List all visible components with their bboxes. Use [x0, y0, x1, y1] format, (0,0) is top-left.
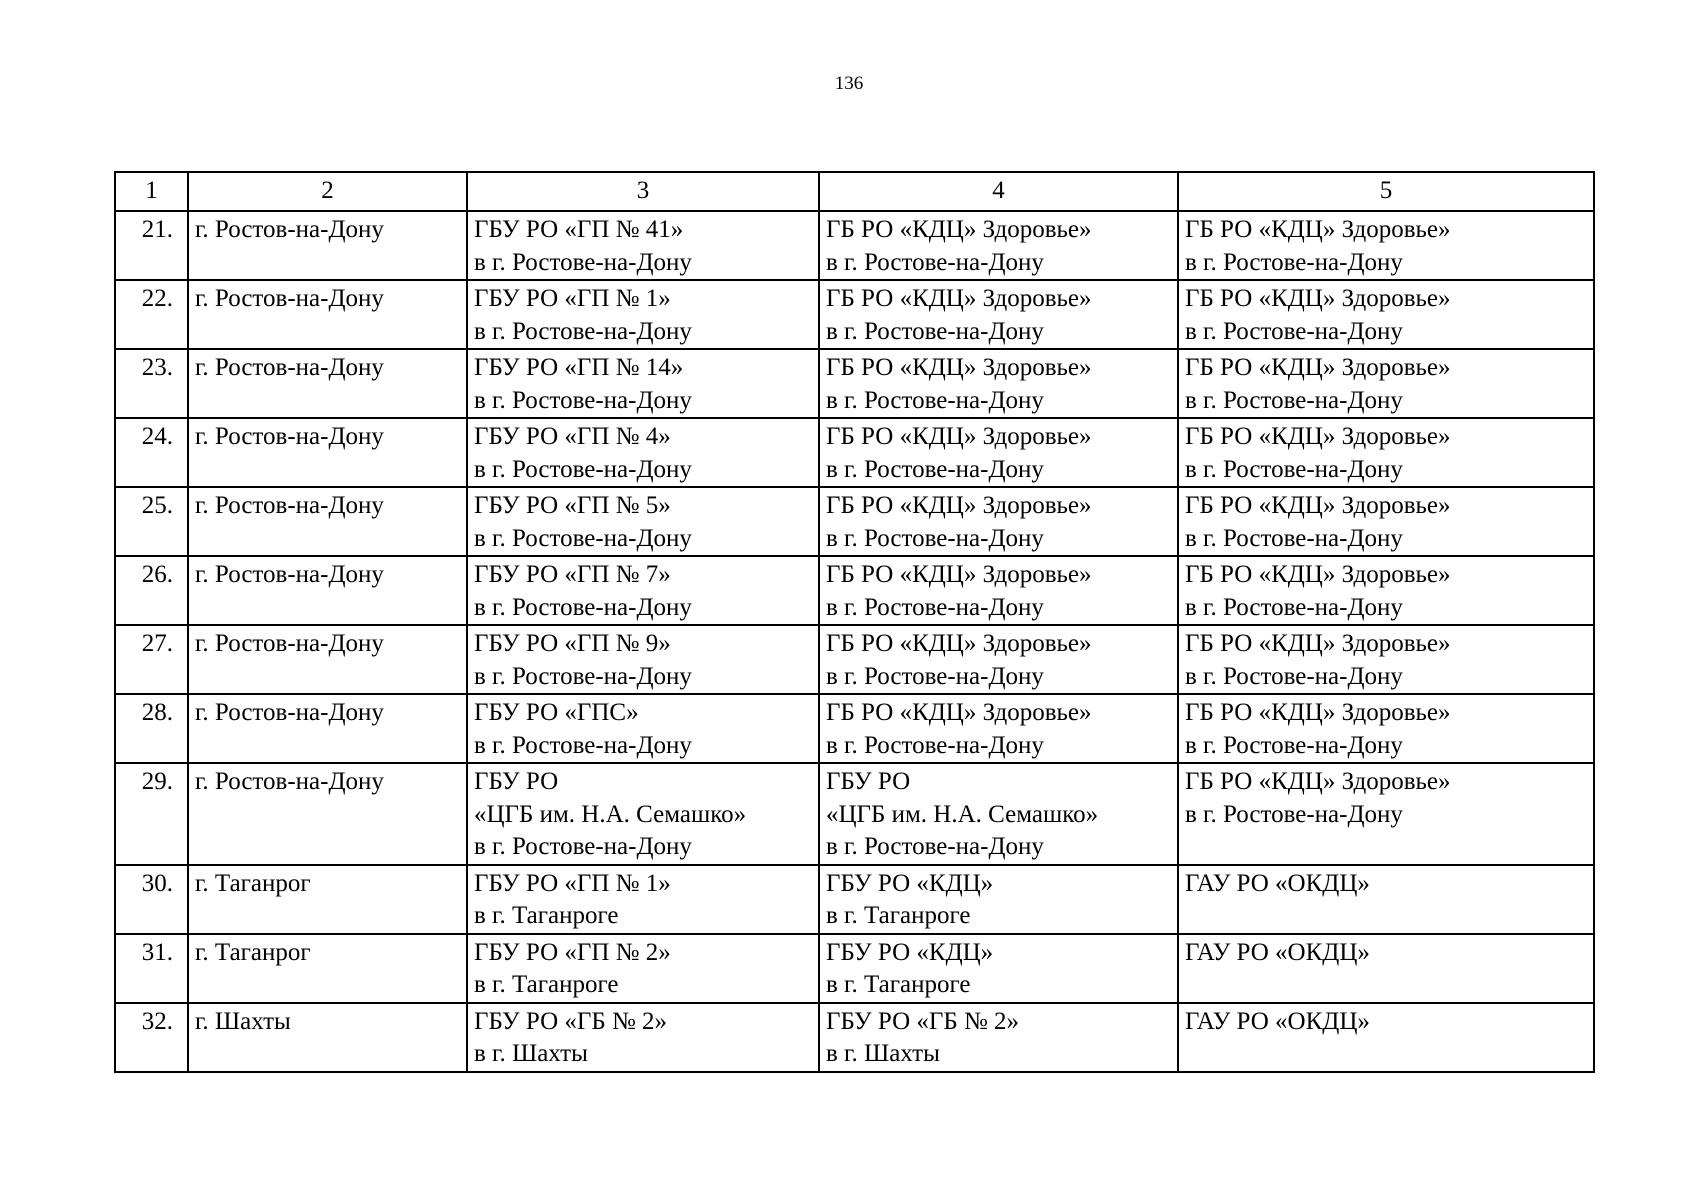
- cell-line: ГБ РО «КДЦ» Здоровье»: [826, 699, 1092, 726]
- institution-cell-col4: [819, 349, 1178, 418]
- cell-line: ГБУ РО «ГП № 41»: [474, 216, 684, 243]
- institution-cell-col4: [819, 556, 1178, 625]
- city-cell: г. Шахты: [188, 1003, 467, 1072]
- cell-line: ГБУ РО «ГП № 2»: [474, 938, 671, 966]
- institution-cell-col5: [1178, 625, 1594, 694]
- institution-cell-col4: [819, 1003, 1178, 1072]
- cell-line: в г. Ростове-на-Дону: [474, 731, 692, 759]
- cell-line: ГБ РО «КДЦ» Здоровье»: [826, 354, 1092, 381]
- table-body: [115, 211, 1594, 1072]
- institution-cell-col5: [1178, 487, 1594, 556]
- cell-line: ГБУ РО: [826, 768, 911, 795]
- table-row: [115, 694, 1594, 763]
- cell-line: в г. Ростове-на-Дону: [1185, 662, 1403, 690]
- institution-cell-col3: [467, 349, 819, 418]
- cell-line: ГБУ РО «ГП № 1»: [474, 285, 671, 312]
- institution-cell-col4: [819, 211, 1178, 280]
- cell-line: ГБУ РО «ГП № 1»: [474, 869, 671, 897]
- row-number-cell: 32.: [115, 1003, 188, 1072]
- cell-line: ГБУ РО «ГП № 14»: [474, 354, 684, 381]
- cell-line: в г. Таганроге: [826, 971, 971, 998]
- cell-line: ГБУ РО «ГП № 5»: [474, 492, 671, 519]
- table-row: [115, 763, 1594, 865]
- header-cell-3: 3: [467, 172, 819, 211]
- institution-cell-col3: [467, 934, 819, 1003]
- cell-line: ГБУ РО «ГП № 4»: [474, 423, 671, 450]
- cell-line: в г. Шахты: [826, 1040, 940, 1067]
- cell-line: в г. Ростове-на-Дону: [1185, 386, 1403, 414]
- institution-cell-col4: [819, 418, 1178, 487]
- table-row: [115, 211, 1594, 280]
- table-row: [115, 1003, 1594, 1072]
- institution-cell-col3: [467, 418, 819, 487]
- institution-cell-col3: [467, 763, 819, 865]
- cell-line: ГБ РО «КДЦ» Здоровье»: [1185, 285, 1451, 312]
- institution-cell-col5: [1178, 211, 1594, 280]
- cell-line: ГБ РО «КДЦ» Здоровье»: [1185, 216, 1451, 243]
- cell-line: в г. Ростове-на-Дону: [1185, 731, 1403, 759]
- cell-line: ГБ РО «КДЦ» Здоровье»: [1185, 630, 1451, 657]
- institution-cell-col3: [467, 211, 819, 280]
- cell-line: в г. Ростове-на-Дону: [474, 455, 692, 483]
- cell-line: ГАУ РО «ОКДЦ»: [1185, 1007, 1370, 1035]
- cell-line: ГБ РО «КДЦ» Здоровье»: [1185, 423, 1451, 450]
- row-number-cell: 30.: [115, 865, 188, 934]
- cell-line: в г. Ростове-на-Дону: [474, 662, 692, 690]
- institution-cell-col4: [819, 625, 1178, 694]
- institution-cell-col4: [819, 763, 1178, 865]
- cell-line: в г. Ростове-на-Дону: [826, 386, 1044, 414]
- institution-cell-col3: [467, 625, 819, 694]
- institution-cell-col4: [819, 934, 1178, 1003]
- cell-line: в г. Таганроге: [826, 902, 971, 929]
- city-cell: г. Ростов-на-Дону: [188, 211, 467, 280]
- cell-line: в г. Ростове-на-Дону: [1185, 455, 1403, 483]
- header-cell-2: 2: [188, 172, 467, 211]
- cell-line: ГБУ РО «КДЦ»: [826, 938, 994, 966]
- cell-line: ГБУ РО «КДЦ»: [826, 869, 994, 897]
- institution-cell-col5: [1178, 349, 1594, 418]
- row-number-cell: 23.: [115, 349, 188, 418]
- cell-line: в г. Ростове-на-Дону: [826, 593, 1044, 621]
- row-number-cell: 27.: [115, 625, 188, 694]
- cell-line: ГАУ РО «ОКДЦ»: [1185, 869, 1370, 897]
- cell-line: в г. Шахты: [474, 1040, 588, 1067]
- institution-cell-col4: [819, 487, 1178, 556]
- cell-line: ГБУ РО «ГБ № 2»: [474, 1007, 668, 1035]
- cell-line: ГБУ РО «ГП № 9»: [474, 630, 671, 657]
- cell-line: в г. Ростове-на-Дону: [1185, 524, 1403, 552]
- cell-line: ГБ РО «КДЦ» Здоровье»: [826, 285, 1092, 312]
- cell-line: в г. Ростове-на-Дону: [474, 833, 692, 860]
- table-row: [115, 280, 1594, 349]
- institution-cell-col5: [1178, 1003, 1594, 1072]
- row-number-cell: 31.: [115, 934, 188, 1003]
- header-cell-5: 5: [1178, 172, 1594, 211]
- city-cell: г. Ростов-на-Дону: [188, 556, 467, 625]
- institution-cell-col5: [1178, 934, 1594, 1003]
- cell-line: ГБУ РО «ГПС»: [474, 699, 639, 726]
- city-cell: г. Таганрог: [188, 865, 467, 934]
- city-cell: г. Ростов-на-Дону: [188, 280, 467, 349]
- cell-line: в г. Таганроге: [474, 902, 619, 929]
- cell-line: ГБ РО «КДЦ» Здоровье»: [1185, 561, 1451, 588]
- table-row: [115, 625, 1594, 694]
- row-number-cell: 21.: [115, 211, 188, 280]
- institution-cell-col5: [1178, 865, 1594, 934]
- row-number-cell: 26.: [115, 556, 188, 625]
- table-header-row: [115, 172, 1594, 211]
- cell-line: в г. Ростове-на-Дону: [1185, 248, 1403, 276]
- page-number: 136: [834, 73, 864, 94]
- cell-line: в г. Таганроге: [474, 971, 619, 998]
- cell-line: ГБУ РО «ГП № 7»: [474, 561, 671, 588]
- institution-cell-col4: [819, 280, 1178, 349]
- cell-line: в г. Ростове-на-Дону: [826, 524, 1044, 552]
- institution-cell-col5: [1178, 694, 1594, 763]
- city-cell: г. Ростов-на-Дону: [188, 418, 467, 487]
- institution-cell-col3: [467, 865, 819, 934]
- cell-line: в г. Ростове-на-Дону: [474, 524, 692, 552]
- cell-line: в г. Ростове-на-Дону: [826, 455, 1044, 483]
- institution-cell-col5: [1178, 418, 1594, 487]
- cell-line: ГБ РО «КДЦ» Здоровье»: [826, 630, 1092, 657]
- cell-line: в г. Ростове-на-Дону: [474, 593, 692, 621]
- table-row: [115, 934, 1594, 1003]
- cell-line: ГБ РО «КДЦ» Здоровье»: [826, 492, 1092, 519]
- cell-line: в г. Ростове-на-Дону: [474, 386, 692, 414]
- cell-line: ГБ РО «КДЦ» Здоровье»: [826, 561, 1092, 588]
- table-row: [115, 865, 1594, 934]
- cell-line: ГБ РО «КДЦ» Здоровье»: [1185, 492, 1451, 519]
- cell-line: в г. Ростове-на-Дону: [474, 248, 692, 276]
- row-number-cell: 22.: [115, 280, 188, 349]
- institution-cell-col3: [467, 694, 819, 763]
- institution-cell-col3: [467, 487, 819, 556]
- institution-cell-col4: [819, 694, 1178, 763]
- row-number-cell: 28.: [115, 694, 188, 763]
- cell-line: в г. Ростове-на-Дону: [826, 731, 1044, 759]
- city-cell: г. Ростов-на-Дону: [188, 487, 467, 556]
- institution-cell-col3: [467, 1003, 819, 1072]
- table-row: [115, 418, 1594, 487]
- cell-line: в г. Ростове-на-Дону: [826, 833, 1044, 860]
- institution-cell-col3: [467, 280, 819, 349]
- cell-line: ГБУ РО: [474, 768, 559, 795]
- row-number-cell: 24.: [115, 418, 188, 487]
- data-table: [114, 171, 1595, 1073]
- city-cell: г. Таганрог: [188, 934, 467, 1003]
- city-cell: г. Ростов-на-Дону: [188, 763, 467, 865]
- cell-line: в г. Ростове-на-Дону: [826, 662, 1044, 690]
- cell-line: «ЦГБ им. Н.А. Семашко»: [474, 800, 747, 828]
- row-number-cell: 29.: [115, 763, 188, 865]
- institution-cell-col5: [1178, 763, 1594, 865]
- institution-cell-col5: [1178, 280, 1594, 349]
- table-row: [115, 487, 1594, 556]
- cell-line: в г. Ростове-на-Дону: [826, 248, 1044, 276]
- table-row: [115, 556, 1594, 625]
- institution-cell-col5: [1178, 556, 1594, 625]
- cell-line: ГБУ РО «ГБ № 2»: [826, 1007, 1020, 1035]
- cell-line: в г. Ростове-на-Дону: [1185, 800, 1403, 828]
- institution-cell-col4: [819, 865, 1178, 934]
- cell-line: ГБ РО «КДЦ» Здоровье»: [1185, 354, 1451, 381]
- cell-line: в г. Ростове-на-Дону: [1185, 593, 1403, 621]
- cell-line: «ЦГБ им. Н.А. Семашко»: [826, 800, 1099, 828]
- cell-line: ГБ РО «КДЦ» Здоровье»: [1185, 699, 1451, 726]
- cell-line: ГБ РО «КДЦ» Здоровье»: [826, 216, 1092, 243]
- city-cell: г. Ростов-на-Дону: [188, 349, 467, 418]
- cell-line: в г. Ростове-на-Дону: [474, 317, 692, 345]
- cell-line: ГАУ РО «ОКДЦ»: [1185, 938, 1370, 966]
- row-number-cell: 25.: [115, 487, 188, 556]
- header-cell-1: 1: [115, 172, 188, 211]
- table-row: [115, 349, 1594, 418]
- cell-line: ГБ РО «КДЦ» Здоровье»: [826, 423, 1092, 450]
- city-cell: г. Ростов-на-Дону: [188, 694, 467, 763]
- cell-line: в г. Ростове-на-Дону: [1185, 317, 1403, 345]
- cell-line: в г. Ростове-на-Дону: [826, 317, 1044, 345]
- header-cell-4: 4: [819, 172, 1178, 211]
- cell-line: ГБ РО «КДЦ» Здоровье»: [1185, 768, 1451, 795]
- institution-cell-col3: [467, 556, 819, 625]
- city-cell: г. Ростов-на-Дону: [188, 625, 467, 694]
